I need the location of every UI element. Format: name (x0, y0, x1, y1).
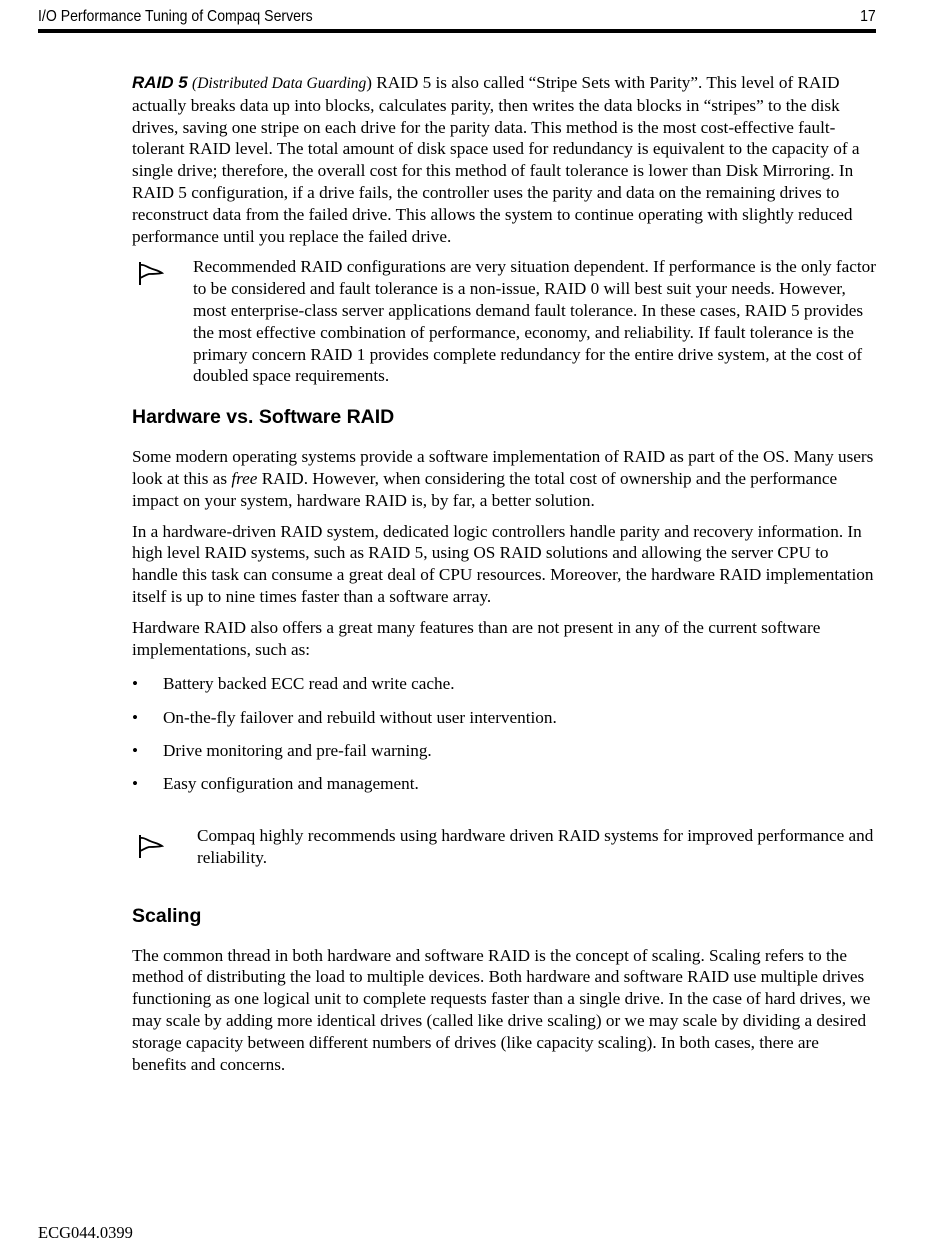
hw-sw-paragraph-2: In a hardware-driven RAID system, dedicated logic controllers handle parity and recovery information. In high level RAID systems, such as RAID 5, using OS RAID solutions and allowing the server CPU to handle this task can consume a great deal of CPU resources. Moreover, the hardware RAID implementation itself is up to nine times faster than a software array. (132, 521, 874, 606)
note-recommended-raid (132, 256, 877, 387)
header-rule (38, 29, 876, 33)
list-item: • On-the-fly failover and rebuild without user intervention. (132, 707, 877, 729)
raid5-paragraph (132, 72, 877, 247)
note-flag-icon (134, 259, 166, 287)
document-id: ECG044.0399 (38, 1223, 133, 1242)
p1-text-before: Some modern operating systems provide a software implementation of RAID as part of the OS. Many users look at this as (132, 447, 874, 488)
note-flag-icon (134, 832, 166, 860)
p1-emphasis: free (231, 468, 258, 488)
raid5-runin-subheading: (Distributed Data Guarding (192, 75, 367, 92)
raid5-runin-heading: RAID 5 (132, 73, 188, 92)
list-item: • Easy configuration and management. (132, 773, 877, 795)
hw-sw-paragraph-1 (132, 446, 877, 511)
scaling-paragraph: The common thread in both hardware and software RAID is the concept of scaling. Scaling refers to the method of distributing the load to multiple devices. Both hardware and software RAID use multiple drives functioning as one logical unit to complete requests faster than a single drive. In the case of hard drives, we may scale by adding more identical drives (called like drive scaling) or we may scale by dividing a desired storage capacity between different numbers of drives (like capacity scaling). In both cases, there are benefits and concerns. (132, 945, 871, 1074)
list-item: • Drive monitoring and pre-fail warning. (132, 740, 877, 762)
feature-list (132, 673, 877, 795)
heading-hardware-vs-software: Hardware vs. Software RAID (132, 406, 395, 429)
raid5-close-paren: ) (366, 73, 372, 92)
heading-scaling: Scaling (132, 904, 202, 927)
list-item: • Battery backed ECC read and write cache. (132, 673, 877, 695)
page-body (132, 72, 877, 1075)
note2-text: Compaq highly recommends using hardware driven RAID systems for improved performance and reliability. (197, 826, 874, 867)
note1-text: Recommended RAID configurations are very situation dependent. If performance is the only factor to be considered and fault tolerance is a non-issue, RAID 0 will best suit your needs. However, most enterprise-class server applications demand fault tolerance. In these cases, RAID 5 provides the most effective combination of performance, economy, and reliability. If fault tolerance is the primary concern RAID 1 provides complete redundancy for the entire drive system, at the cost of doubled space requirements. (193, 257, 876, 386)
page-header (38, 8, 876, 28)
p1-text-after: RAID. However, when considering the total cost of ownership and the performance impact on your system, hardware RAID is, by far, a better solution. (132, 468, 838, 510)
running-title: I/O Performance Tuning of Compaq Servers (38, 8, 313, 25)
raid5-body-text: RAID 5 is also called “Stripe Sets with Parity”. This level of RAID actually breaks data up into blocks, calculates parity, then writes the data blocks in “stripes” to the disk drives, saving one stripe on each drive for the parity data. This method is the most cost-effective fault-tolerant RAID level. The total amount of disk space used for redundancy is equivalent to the capacity of a single drive; therefore, the overall cost for this method of fault tolerance is lower than Disk Mirroring. In RAID 5 configuration, if a drive fails, the controller uses the parity and data on the remaining drives to reconstruct data from the failed drive. This allows the system to continue operating with slightly reduced performance until you replace the failed drive. (132, 73, 860, 246)
hw-sw-paragraph-3: Hardware RAID also offers a great many features than are not present in any of the current software implementations, such as: (132, 617, 821, 659)
note-compaq-recommendation (132, 825, 877, 869)
page-number: 17 (860, 8, 876, 25)
